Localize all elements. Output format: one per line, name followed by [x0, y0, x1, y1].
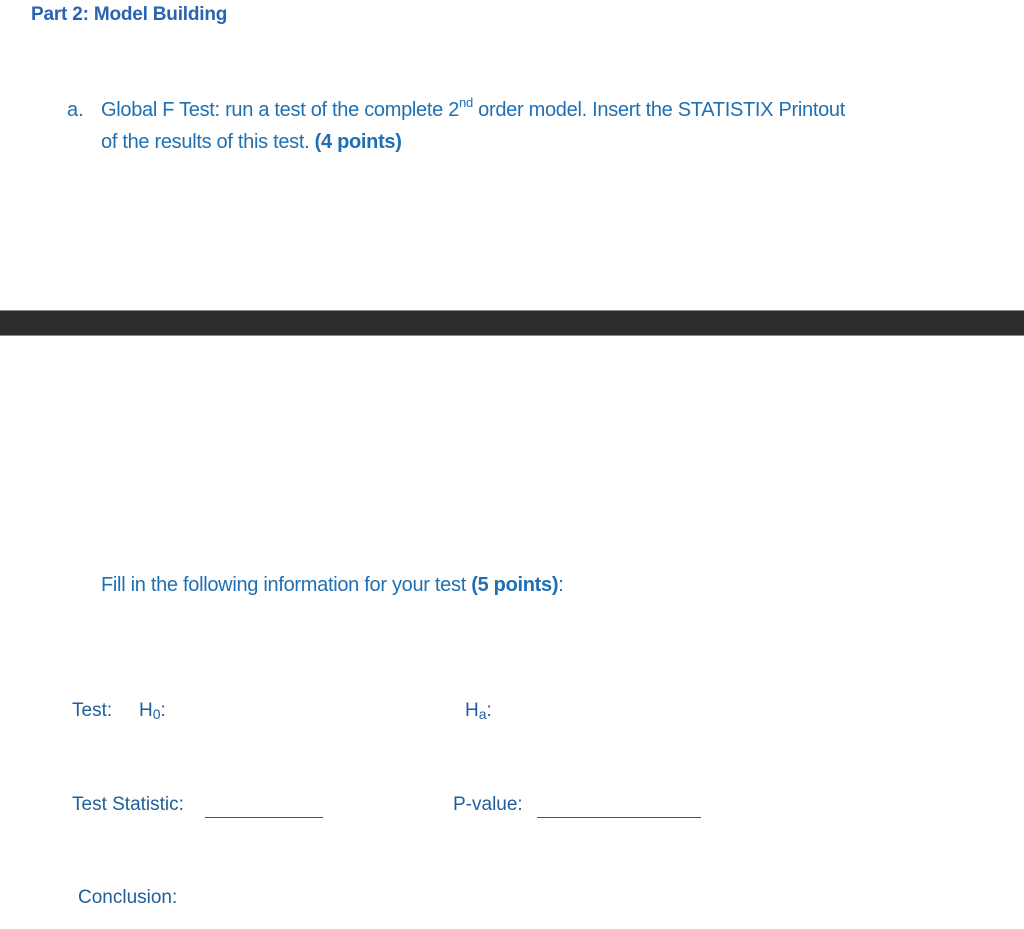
question-letter: a.	[67, 99, 84, 121]
p-value-blank[interactable]	[537, 817, 701, 818]
null-hypothesis-label[interactable]	[139, 700, 166, 722]
instruction-text: Fill in the following information for your test	[101, 574, 472, 596]
question-text-line2	[101, 131, 402, 154]
question-line2-text: of the results of this test.	[101, 131, 315, 153]
ha-colon: :	[486, 700, 492, 721]
question-points: (4 points)	[314, 131, 402, 153]
test-label: Test:	[72, 700, 113, 721]
alternative-hypothesis-label[interactable]	[465, 700, 492, 722]
question-line1-pre: Global F Test: run a test of the complete 2	[101, 99, 460, 121]
h0-subscript: 0	[152, 706, 161, 722]
question-line1-post: order model. Insert the STATISTIX Printout	[472, 99, 845, 121]
h0-colon: :	[160, 700, 166, 721]
question-text-line1	[101, 95, 845, 122]
h0-main: H	[139, 700, 153, 721]
ha-main: H	[465, 700, 479, 721]
instruction-colon: :	[558, 574, 564, 596]
ha-subscript: a	[478, 706, 487, 722]
fill-instruction	[101, 574, 563, 597]
conclusion-label[interactable]: Conclusion:	[78, 887, 178, 908]
printout-divider-bar	[0, 310, 1024, 336]
p-value-label: P-value:	[453, 794, 523, 815]
test-statistic-blank[interactable]	[205, 817, 323, 818]
ordinal-superscript: nd	[459, 95, 473, 111]
part-title: Part 2: Model Building	[31, 4, 228, 25]
instruction-points: (5 points)	[471, 574, 559, 596]
test-statistic-label: Test Statistic:	[72, 794, 184, 815]
